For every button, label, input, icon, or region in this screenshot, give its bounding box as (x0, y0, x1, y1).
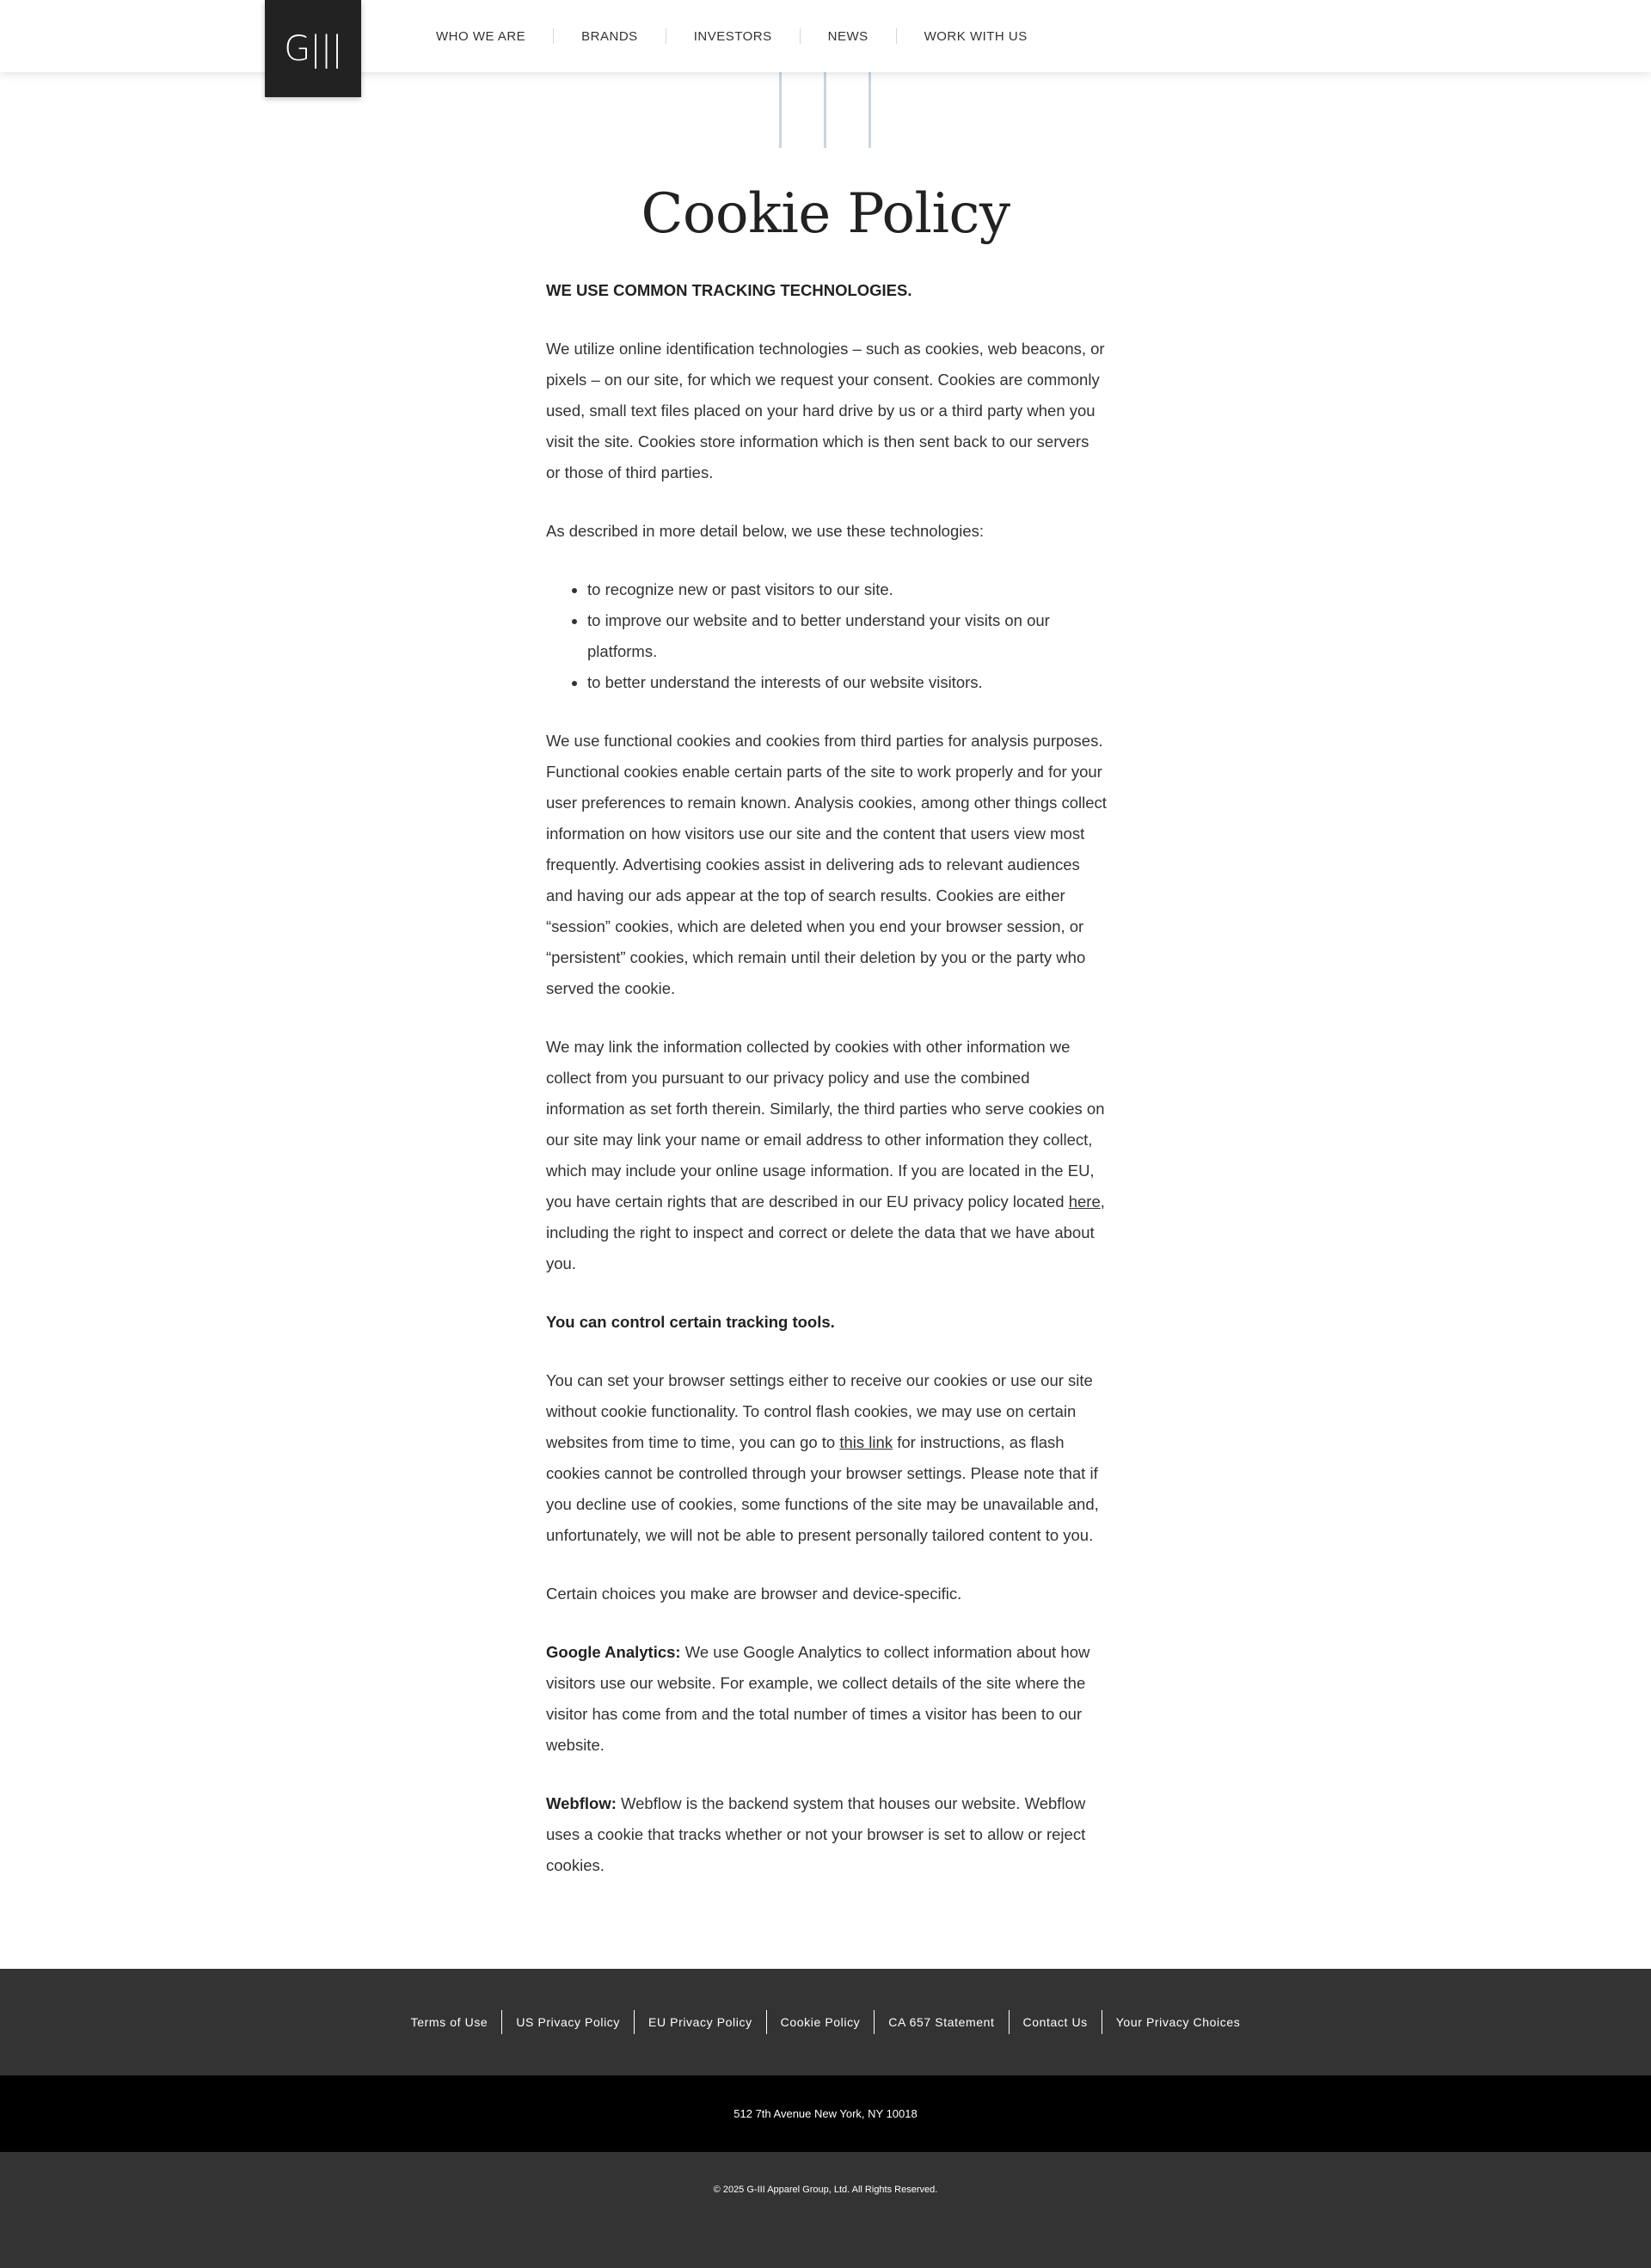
nav-investors[interactable]: INVESTORS (693, 28, 772, 44)
paragraph-text: Webflow is the backend system that houses our website. Webflow uses a cookie that tracks whether or not your browser is set to allow or reject cookies. (546, 1794, 1086, 1874)
nav-news[interactable]: NEWS (827, 28, 868, 44)
page-title: Cookie Policy (641, 182, 1010, 246)
list-item: • to recognize new or past visitors to our site. (587, 574, 1107, 605)
paragraph (546, 1365, 1107, 1551)
list-item: • to improve our website and to better understand your visits on our platforms. (587, 605, 1107, 667)
paragraph-text: , including the right to inspect and correct or delete the data that we have about you. (546, 1192, 1105, 1272)
paragraph: We use functional cookies and cookies from third parties for analysis purposes. Functional cookies enable certain parts of the site to work properly and for your user preferences to remain known. Analysis cookies, among other things collect information on how visitors use our site and the content that users view most frequently. Advertising cookies assist in delivering ads to relevant audiences and having our ads appear at the top of search results. Cookies are either “session” cookies, which are deleted when you end your browser session, or “persistent” cookies, which remain until their deletion by you or the party who served the cookie. (546, 732, 1107, 997)
footer-link-cookie-policy[interactable]: Cookie Policy (780, 2015, 861, 2029)
site-header (0, 0, 1651, 72)
main-nav (408, 0, 1055, 72)
paragraph: As described in more detail below, we use these technologies: (546, 522, 985, 540)
nav-work-with-us[interactable]: WORK WITH US (924, 28, 1028, 44)
footer-address: 512 7th Avenue New York, NY 10018 (0, 2075, 1651, 2152)
policy-content (546, 275, 1107, 1909)
paragraph (546, 1032, 1107, 1279)
nav-brands[interactable]: BRANDS (581, 28, 638, 44)
nav-who-we-are[interactable]: WHO WE ARE (436, 28, 526, 44)
list-item: • to better understand the interests of our website visitors. (587, 667, 1107, 698)
decorative-line (868, 72, 871, 148)
eu-privacy-policy-link[interactable]: here (1068, 1192, 1101, 1211)
logo-text: G||| (284, 28, 342, 69)
paragraph: Certain choices you make are browser and device-specific. (546, 1585, 962, 1603)
footer-link-us-privacy[interactable]: US Privacy Policy (516, 2015, 620, 2029)
section-heading: You can control certain tracking tools. (546, 1313, 835, 1331)
footer-link-contact[interactable]: Contact Us (1022, 2015, 1088, 2029)
webflow-label: Webflow: (546, 1794, 617, 1812)
paragraph-text: You can set your browser settings either to receive our cookies or use our site without cookie functionality. To control flash cookies, we may use on certain websites from time to time, you can go to (546, 1371, 1093, 1451)
section-heading: WE USE COMMON TRACKING TECHNOLOGIES. (546, 281, 912, 299)
flash-cookies-link[interactable]: this link (839, 1433, 893, 1451)
paragraph-text: We use Google Analytics to collect information about how visitors use our website. For example, we collect details of the site where the visitor has come from and the total number of times a visitor has been to our website. (546, 1643, 1090, 1754)
paragraph (546, 1788, 1107, 1881)
decorative-line (779, 72, 782, 148)
footer-link-eu-privacy[interactable]: EU Privacy Policy (648, 2015, 752, 2029)
footer-link-privacy-choices[interactable]: Your Privacy Choices (1115, 2015, 1241, 2029)
paragraph-text: We may link the information collected by cookies with other information we collect from you pursuant to our privacy policy and use the combined information as set forth therein. Similarly, the third parties who serve cookies on our site may link your name or email address to other information they collect, which may include your online usage information. If you are located in the EU, you have certain rights that are described in our EU privacy policy located (546, 1038, 1105, 1211)
giii-logo[interactable] (265, 0, 361, 97)
paragraph (546, 1637, 1107, 1761)
footer-link-ca657[interactable]: CA 657 Statement (888, 2015, 995, 2029)
footer-link-terms[interactable]: Terms of Use (410, 2015, 488, 2029)
footer-links (0, 1969, 1651, 2075)
paragraph: We utilize online identification technologies – such as cookies, web beacons, or pixels – on our site, for which we request your consent. Cookies are commonly used, small text files placed on your hard drive by us or a third party when you visit the site. Cookies store information which is then sent back to our servers or those of third parties. (546, 340, 1105, 481)
google-analytics-label: Google Analytics: (546, 1643, 681, 1661)
technology-list (546, 574, 1107, 698)
footer-copyright: © 2025 G-III Apparel Group, Ltd. All Rights Reserved. (0, 2152, 1651, 2268)
paragraph-text: for instructions, as flash cookies cannot be controlled through your browser settings. Please note that if you decline use of cookies, some functions of the site may be unavailable and, unfortunately, we will not be able to present personally tailored content to you. (546, 1433, 1099, 1544)
decorative-line (824, 72, 826, 148)
